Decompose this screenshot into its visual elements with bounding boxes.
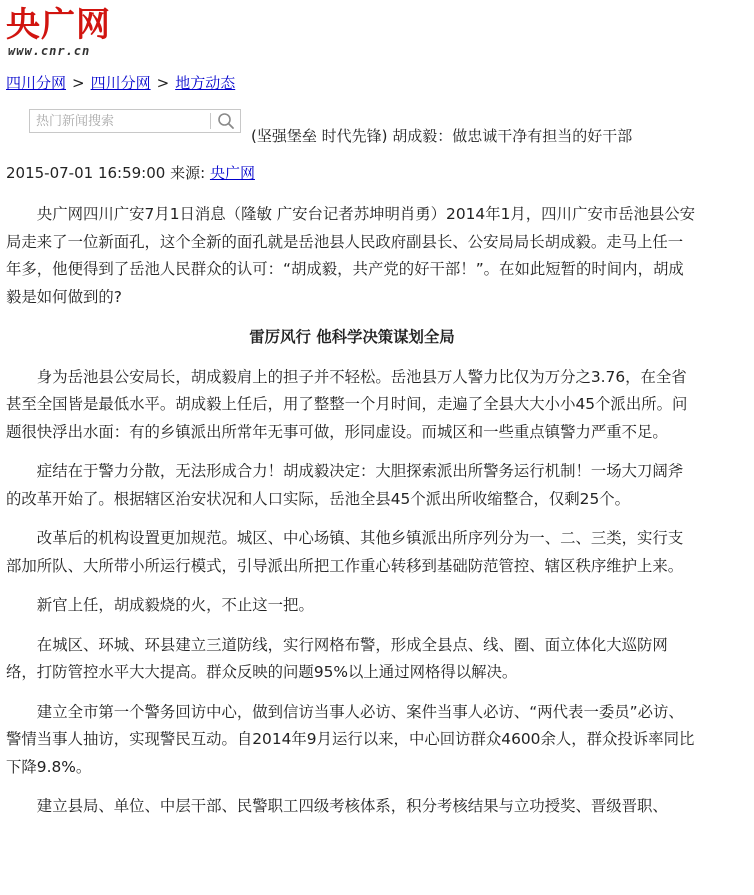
article-paragraph: 在城区、环城、环县建立三道防线，实行网格布警，形成全县点、线、圈、面立体化大巡防网络，打防管控水平大大提高。群众反映的问题95%以上通过网格得以解决。 bbox=[6, 635, 668, 681]
source-link[interactable]: 央广网 bbox=[209, 164, 255, 182]
article-paragraph: 央广网四川广安7月1日消息（隆敏 广安台记者苏坤明肖勇）2014年1月，四川广安市岳池县公安局走来了一位新面孔，这个全新的面孔就是岳池县人民政府副县长、公安局局长胡成毅。走马上任一年多，他便得到了岳池人民群众的认可：“胡成毅，共产党的好干部！”。在如此短暂的时间内，胡成毅是如何做到的? bbox=[6, 205, 696, 306]
search-divider bbox=[210, 113, 211, 129]
search-icon bbox=[217, 112, 235, 130]
breadcrumb-link-sichuan-1[interactable]: 四川分网 bbox=[6, 74, 67, 92]
source-label: 来源: bbox=[170, 164, 206, 182]
article-meta bbox=[6, 163, 255, 183]
article-title: (坚强堡垒 时代先锋) 胡成毅：做忠诚干净有担当的好干部 bbox=[251, 127, 633, 145]
article-paragraph: 症结在于警力分散，无法形成合力！胡成毅决定：大胆探索派出所警务运行机制！一场大刀阔斧的改革开始了。根据辖区治安状况和人口实际，岳池全县45个派出所收缩整合，仅剩25个。 bbox=[6, 462, 684, 508]
news-search-box bbox=[29, 109, 241, 133]
search-input[interactable] bbox=[30, 110, 214, 132]
breadcrumb-link-sichuan-2[interactable]: 四川分网 bbox=[90, 74, 151, 92]
logo-brand-url: www.cnr.cn bbox=[8, 44, 91, 58]
breadcrumb bbox=[6, 73, 235, 93]
cnr-logo[interactable] bbox=[6, 6, 116, 58]
article-subheading: 雷厉风行 他科学决策谋划全局 bbox=[249, 328, 455, 346]
breadcrumb-link-local-news[interactable]: 地方动态 bbox=[175, 74, 236, 92]
article-paragraph: 新官上任，胡成毅烧的火，不止这一把。 bbox=[36, 596, 314, 614]
article-body bbox=[6, 201, 698, 833]
search-button[interactable] bbox=[212, 110, 240, 132]
article-paragraph: 身为岳池县公安局长，胡成毅肩上的担子并不轻松。岳池县万人警力比仅为万分之3.76，在全省甚至全国皆是最低水平。胡成毅上任后，用了整整一个月时间，走遍了全县大大小小45个派出所。问题很快浮出水面：有的乡镇派出所常年无事可做，形同虚设。而城区和一些重点镇警力严重不足。 bbox=[6, 367, 688, 441]
breadcrumb-separator: > bbox=[156, 74, 170, 92]
breadcrumb-separator: > bbox=[72, 74, 85, 92]
article-paragraph: 建立全市第一个警务回访中心，做到信访当事人必访、案件当事人必访、“两代表一委员”必访、警情当事人抽访，实现警民互动。自2014年9月运行以来，中心回访群众4600余人，群众投诉率同比下降9.8%。 bbox=[6, 702, 695, 776]
article-paragraph: 改革后的机构设置更加规范。城区、中心场镇、其他乡镇派出所序列分为一、二、三类，实行支部加所队、大所带小所运行模式，引导派出所把工作重心转移到基础防范管控、辖区秩序维护上来。 bbox=[6, 529, 684, 575]
logo-brand-cn: 央广网 bbox=[6, 5, 111, 45]
article-paragraph: 建立县局、单位、中层干部、民警职工四级考核体系，积分考核结果与立功授奖、晋级晋职、 bbox=[36, 797, 668, 815]
article-datetime: 2015-07-01 16:59:00 bbox=[6, 164, 166, 182]
